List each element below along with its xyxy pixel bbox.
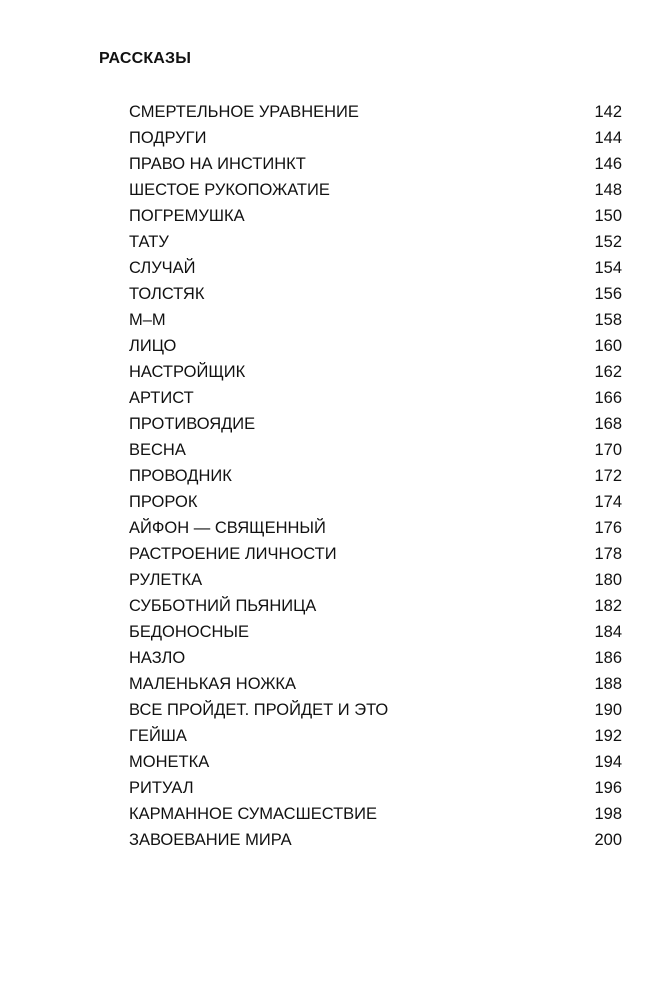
toc-entry-title: МАЛЕНЬКАЯ НОЖКА (129, 675, 297, 693)
toc-entry (129, 154, 622, 180)
toc-entry-page-number: 190 (594, 701, 622, 719)
toc-entry (129, 180, 622, 206)
toc-entry-page-number: 176 (594, 519, 622, 537)
toc-entry-title: АРТИСТ (129, 389, 194, 407)
toc-entry-page-number: 178 (594, 545, 622, 563)
toc-entry-page-number: 180 (594, 571, 622, 589)
toc-entry-page-number: 142 (594, 103, 622, 121)
toc-entry-page-number: 152 (594, 233, 622, 251)
toc-entry (129, 674, 622, 700)
toc-entry-title: ПРАВО НА ИНСТИНКТ (129, 155, 306, 173)
toc-entry-title: КАРМАННОЕ СУМАСШЕСТВИЕ (129, 805, 378, 823)
toc-entry-page-number: 146 (594, 155, 622, 173)
toc-entry (129, 700, 622, 726)
toc-entry (129, 622, 622, 648)
toc-entry (129, 362, 622, 388)
toc-entry (129, 128, 622, 154)
toc-entry (129, 726, 622, 752)
toc-entry (129, 752, 622, 778)
toc-entry-title: ПРОТИВОЯДИЕ (129, 415, 256, 433)
toc-entry-page-number: 168 (594, 415, 622, 433)
toc-entry (129, 232, 622, 258)
toc-entry-page-number: 200 (594, 831, 622, 849)
toc-entry (129, 570, 622, 596)
toc-entry (129, 440, 622, 466)
toc-entry-page-number: 184 (594, 623, 622, 641)
toc-entry-title: ПОДРУГИ (129, 129, 207, 147)
toc-entry-title: НАСТРОЙЩИК (129, 363, 246, 381)
toc-entry-page-number: 162 (594, 363, 622, 381)
toc-entry (129, 492, 622, 518)
toc-entry-page-number: 150 (594, 207, 622, 225)
toc-entry-page-number: 194 (594, 753, 622, 771)
toc-entry-title: СМЕРТЕЛЬНОЕ УРАВНЕНИЕ (129, 103, 359, 121)
toc-entry-title: МОНЕТКА (129, 753, 210, 771)
toc-entry (129, 284, 622, 310)
toc-entry-title: НАЗЛО (129, 649, 186, 667)
toc-entry-page-number: 154 (594, 259, 622, 277)
toc-entry (129, 206, 622, 232)
toc-entry-page-number: 182 (594, 597, 622, 615)
toc-entry-title: ЛИЦО (129, 337, 177, 355)
toc-entry-page-number: 166 (594, 389, 622, 407)
toc-entry (129, 544, 622, 570)
toc-entry-title: РУЛЕТКА (129, 571, 203, 589)
toc-entry-title: ГЕЙША (129, 727, 187, 745)
toc-entry-title: ПРОВОДНИК (129, 467, 232, 485)
toc-entry (129, 102, 622, 128)
toc-entry-title: АЙФОН — СВЯЩЕННЫЙ (129, 519, 326, 537)
toc-entry (129, 518, 622, 544)
toc-entry-title: СУББОТНИЙ ПЬЯНИЦА (129, 597, 317, 615)
toc-entry (129, 830, 622, 856)
toc-entry (129, 336, 622, 362)
toc-entry-page-number: 160 (594, 337, 622, 355)
toc-entry-page-number: 196 (594, 779, 622, 797)
toc-entry-page-number: 170 (594, 441, 622, 459)
toc-entry-title: М–М (129, 311, 166, 329)
toc-entry-page-number: 156 (594, 285, 622, 303)
toc-entry-title: РАСТРОЕНИЕ ЛИЧНОСТИ (129, 545, 337, 563)
toc-entry-title: ПРОРОК (129, 493, 198, 511)
toc-entry (129, 778, 622, 804)
toc-entry (129, 258, 622, 284)
toc-entry-page-number: 144 (594, 129, 622, 147)
toc-entry-title: ЗАВОЕВАНИЕ МИРА (129, 831, 292, 849)
toc-entry (129, 388, 622, 414)
toc-entry-title: РИТУАЛ (129, 779, 194, 797)
toc-entry-page-number: 192 (594, 727, 622, 745)
toc-entry-title: ВЕСНА (129, 441, 186, 459)
toc-entry-title: БЕДОНОСНЫЕ (129, 623, 250, 641)
toc-entry-title: ТАТУ (129, 233, 169, 251)
toc-entry-title: ПОГРЕМУШКА (129, 207, 245, 225)
section-title: РАССКАЗЫ (99, 50, 192, 67)
toc-entry-title: ТОЛСТЯК (129, 285, 205, 303)
table-of-contents (129, 102, 622, 856)
toc-entry-page-number: 172 (594, 467, 622, 485)
toc-entry-page-number: 174 (594, 493, 622, 511)
toc-entry-title: ШЕСТОЕ РУКОПОЖАТИЕ (129, 181, 330, 199)
toc-entry-page-number: 148 (594, 181, 622, 199)
toc-entry-page-number: 158 (594, 311, 622, 329)
toc-entry (129, 310, 622, 336)
toc-entry (129, 648, 622, 674)
toc-entry-title: ВСЕ ПРОЙДЕТ. ПРОЙДЕТ И ЭТО (129, 701, 389, 719)
toc-entry-page-number: 198 (594, 805, 622, 823)
toc-entry-page-number: 188 (594, 675, 622, 693)
toc-entry (129, 414, 622, 440)
toc-entry (129, 466, 622, 492)
toc-entry (129, 804, 622, 830)
toc-entry-title: СЛУЧАЙ (129, 259, 196, 277)
toc-entry-page-number: 186 (594, 649, 622, 667)
toc-entry (129, 596, 622, 622)
